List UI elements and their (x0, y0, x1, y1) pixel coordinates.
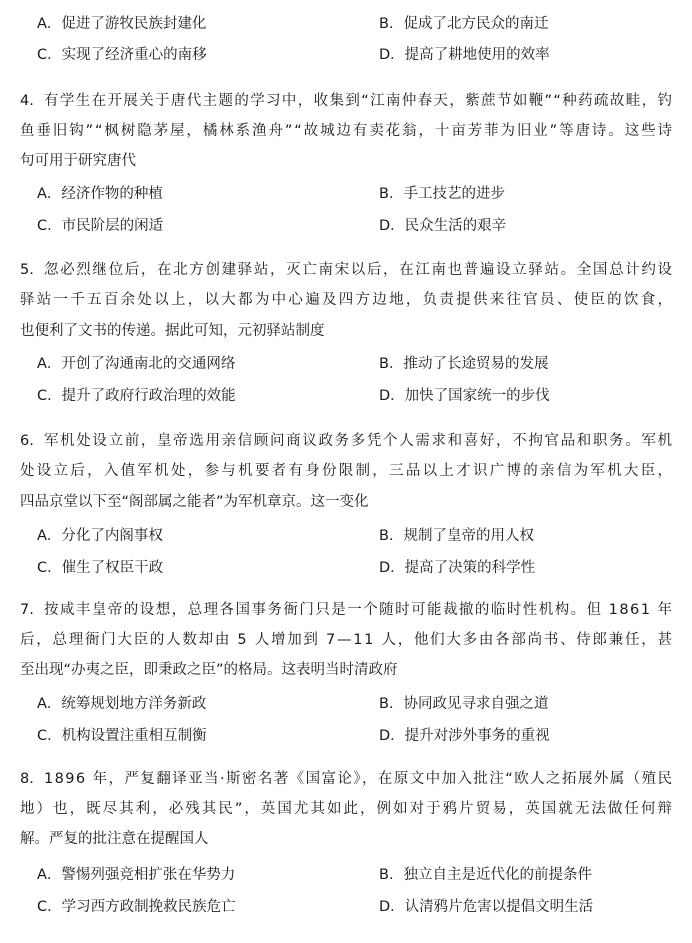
q7-stem-line-3 (0, 659, 692, 681)
q8-option-b[interactable]: B．独立自主是近代化的前提条件 (379, 867, 592, 883)
q7-stem-text-2: 后，总理衙门大臣的人数却由 5 人增加到 7—11 人，他们大多由各部尚书、侍郎兼任，甚 (20, 632, 674, 648)
q5-options-row-1 (0, 353, 692, 375)
q8-number: 8. (20, 771, 34, 787)
q3-option-b[interactable]: B．促成了北方民众的南迁 (379, 16, 549, 32)
q5-option-d[interactable]: D．加快了国家统一的步伐 (379, 388, 550, 404)
q4-stem-text-3: 句可用于研究唐代 (20, 153, 136, 169)
q6-options-row-1 (0, 525, 692, 547)
q6-stem-line-3 (0, 491, 692, 513)
q6-option-a[interactable]: A．分化了内阁事权 (37, 528, 163, 544)
q7-stem-line-1 (0, 599, 692, 621)
q6-number: 6. (20, 433, 34, 449)
q6-stem-line-2 (0, 460, 692, 482)
q4-options-row-2 (0, 215, 692, 237)
q4-options-row-1 (0, 183, 692, 205)
q8-option-c[interactable]: C．学习西方政制挽救民族危亡 (37, 899, 236, 915)
q6-option-d[interactable]: D．提高了决策的科学性 (379, 560, 536, 576)
q4-stem-line-2 (0, 120, 692, 142)
q4-option-d[interactable]: D．民众生活的艰辛 (379, 218, 507, 234)
q5-stem-line-3 (0, 320, 692, 342)
q6-stem-text-1: 军机处设立前，皇帝选用亲信顾问商议政务多凭个人需求和喜好，不拘官品和职务。军机 (44, 433, 674, 449)
q3-options-row-2 (0, 44, 692, 66)
q4-option-a[interactable]: A．经济作物的种植 (37, 186, 163, 202)
q4-stem-line-3 (0, 150, 692, 172)
q8-options-row-2 (0, 896, 692, 918)
q5-stem-text-1: 忽必烈继位后，在北方创建驿站，灭亡南宋以后，在江南也普遍设立驿站。全国总计约设 (44, 262, 674, 278)
q5-options-row-2 (0, 385, 692, 407)
q5-option-a[interactable]: A．开创了沟通南北的交通网络 (37, 356, 236, 372)
q8-stem-line-2 (0, 798, 692, 820)
q6-options-row-2 (0, 557, 692, 579)
q4-stem-text-1: 有学生在开展关于唐代主题的学习中，收集到“江南仲春天，紫蔗节如鞭”“种药疏故畦，钓 (44, 93, 674, 109)
q3-option-d[interactable]: D．提高了耕地使用的效率 (379, 47, 550, 63)
q4-stem-line-1 (0, 90, 692, 112)
q8-stem-text-1: 1896 年，严复翻译亚当·斯密名著《国富论》，在原文中加入批注“欧人之拓展外属（殖民 (44, 771, 674, 787)
q7-option-b[interactable]: B．协同政见寻求自强之道 (379, 696, 549, 712)
q6-stem-text-2: 处设立后，入值军机处，参与机要者有身份限制，三品以上才识广博的亲信为军机大臣， (20, 463, 675, 479)
q7-options-row-1 (0, 693, 692, 715)
q7-option-a[interactable]: A．统筹规划地方洋务新政 (37, 696, 207, 712)
q7-stem-text-1: 按咸丰皇帝的设想，总理各国事务衙门只是一个随时可能裁撤的临时性机构。但 1861 年 (44, 602, 674, 618)
q5-stem-line-2 (0, 289, 692, 311)
q4-number: 4. (20, 93, 34, 109)
q4-option-c[interactable]: C．市民阶层的闲适 (37, 218, 164, 234)
q5-option-c[interactable]: C．提升了政府行政治理的效能 (37, 388, 236, 404)
q3-option-c[interactable]: C．实现了经济重心的南移 (37, 47, 207, 63)
q7-stem-text-3: 至出现“办夷之臣，即秉政之臣”的格局。这表明当时清政府 (20, 662, 398, 678)
q8-stem-line-1 (0, 768, 692, 790)
q5-option-b[interactable]: B．推动了长途贸易的发展 (379, 356, 549, 372)
q5-stem-line-1 (0, 259, 692, 281)
q7-options-row-2 (0, 725, 692, 747)
q6-option-c[interactable]: C．催生了权臣干政 (37, 560, 164, 576)
q5-stem-text-2: 驿站一千五百余处以上，以大都为中心遍及四方边地，负责提供来往官员、使臣的饮食， (20, 292, 675, 308)
q4-option-b[interactable]: B．手工技艺的进步 (379, 186, 505, 202)
q4-stem-text-2: 鱼垂旧钩”“枫树隐茅屋，橘林系渔舟”“故城边有卖花翁，十亩芳菲为旧业”等唐诗。这些诗 (20, 123, 674, 139)
q6-stem-line-1 (0, 430, 692, 452)
q7-option-d[interactable]: D．提升对涉外事务的重视 (379, 728, 550, 744)
q6-option-b[interactable]: B．规制了皇帝的用人权 (379, 528, 534, 544)
q8-stem-line-3 (0, 828, 692, 850)
q8-stem-text-2: 地）也，既尽其利，必残其民”，英国尤其如此，例如对于鸦片贸易，英国就无法做任何辩 (20, 801, 675, 817)
q6-stem-text-3: 四品京堂以下至“阁部属之能者”为军机章京。这一变化 (20, 494, 369, 510)
q7-number: 7. (20, 602, 34, 618)
q8-options-row-1 (0, 864, 692, 886)
q7-stem-line-2 (0, 629, 692, 651)
q8-option-a[interactable]: A．警惕列强竞相扩张在华势力 (37, 867, 236, 883)
q5-stem-text-3: 也便利了文书的传递。据此可知，元初驿站制度 (20, 323, 325, 339)
q3-option-a[interactable]: A．促进了游牧民族封建化 (37, 16, 207, 32)
q3-options-row-1 (0, 13, 692, 35)
q8-option-d[interactable]: D．认清鸦片危害以提倡文明生活 (379, 899, 594, 915)
q8-stem-text-3: 解。严复的批注意在提醒国人 (20, 831, 209, 847)
q7-option-c[interactable]: C．机构设置注重相互制衡 (37, 728, 207, 744)
q5-number: 5. (20, 262, 34, 278)
